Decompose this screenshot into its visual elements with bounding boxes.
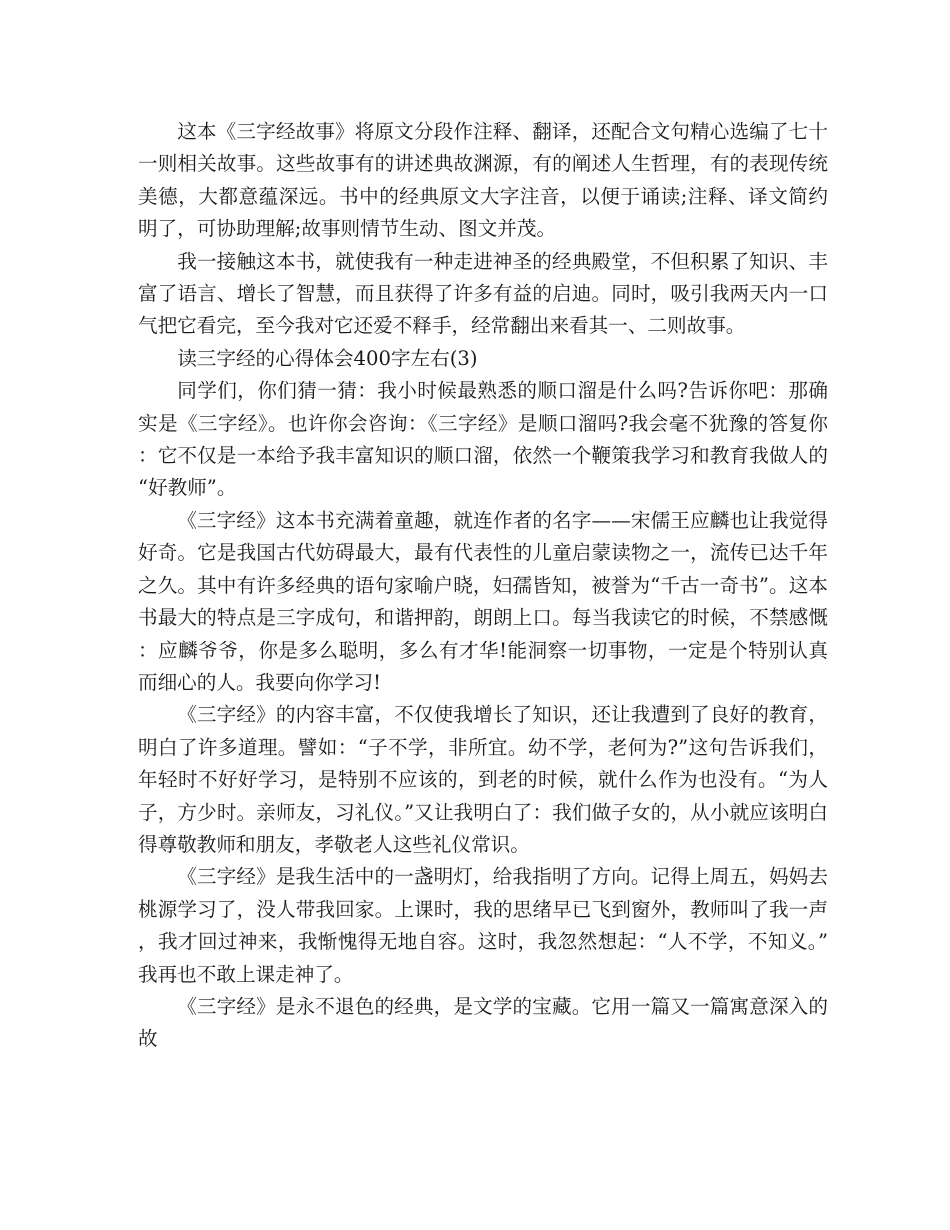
paragraph-guiding-lamp: 《三字经》是我生活中的一盏明灯，给我指明了方向。记得上周五，妈妈去桃源学习了，没人带我回家。上课时，我的思绪早已飞到窗外，教师叫了我一声，我才回过神来，我惭愧得无地自容。这时，我忽然想起：“人不学，不知义。”我再也不敢上课走神了。: [138, 865, 828, 986]
paragraph-timeless-classic: 《三字经》是永不退色的经典，是文学的宝藏。它用一篇又一篇寓意深入的故: [138, 994, 828, 1051]
paragraph-book-intro: 这本《三字经故事》将原文分段作注释、翻译，还配合文句精心选编了七十一则相关故事。这些故事有的讲述典故渊源，有的阐述人生哲理，有的表现传统美德，大都意蕴深远。书中的经典原文大字注音，以便于诵读;注释、译文简约明了，可协助理解;故事则情节生动、图文并茂。: [138, 120, 828, 241]
document-body: [138, 116, 828, 1056]
paragraph-first-impression: 我一接触这本书，就使我有一种走进神圣的经典殿堂，不但积累了知识、丰富了语言、增长了智慧，而且获得了许多有益的启迪。同时，吸引我两天内一口气把它看完，至今我对它还爱不释手，经常翻出来看其一、二则故事。: [138, 249, 828, 338]
paragraph-rich-content: 《三字经》的内容丰富，不仅使我增长了知识，还让我遭到了良好的教育，明白了许多道理。譬如：“子不学，非所宜。幼不学，老何为?”这句告诉我们，年轻时不好好学习，是特别不应该的，到老的时候，就什么作为也没有。“为人子，方少时。亲师友，习礼仪。”又让我明白了：我们做子女的，从小就应该明白得尊敬教师和朋友，孝敬老人这些礼仪常识。: [138, 703, 828, 856]
section-title: 读三字经的心得体会400字左右(3): [177, 346, 478, 370]
paragraph-childlike-fun: 《三字经》这本书充满着童趣，就连作者的名字——宋儒王应麟也让我觉得好奇。它是我国古代妨碍最大，最有代表性的儿童启蒙读物之一，流传已达千年之久。其中有许多经典的语句家喻户晓，妇孺皆知，被誉为“千古一奇书”。这本书最大的特点是三字成句，和谐押韵，朗朗上口。每当我读它的时候，不禁感慨：应麟爷爷，你是多么聪明，多么有才华!能洞察一切事物，一定是个特别认真而细心的人。我要向你学习!: [138, 508, 828, 694]
paragraph-classmates: 同学们，你们猜一猜：我小时候最熟悉的顺口溜是什么吗?告诉你吧：那确实是《三字经》。也许你会咨询：《三字经》是顺口溜吗?我会毫不犹豫的答复你：它不仅是一本给予我丰富知识的顺口溜，依然一个鞭策我学习和教育我做人的“好教师”。: [138, 379, 828, 500]
